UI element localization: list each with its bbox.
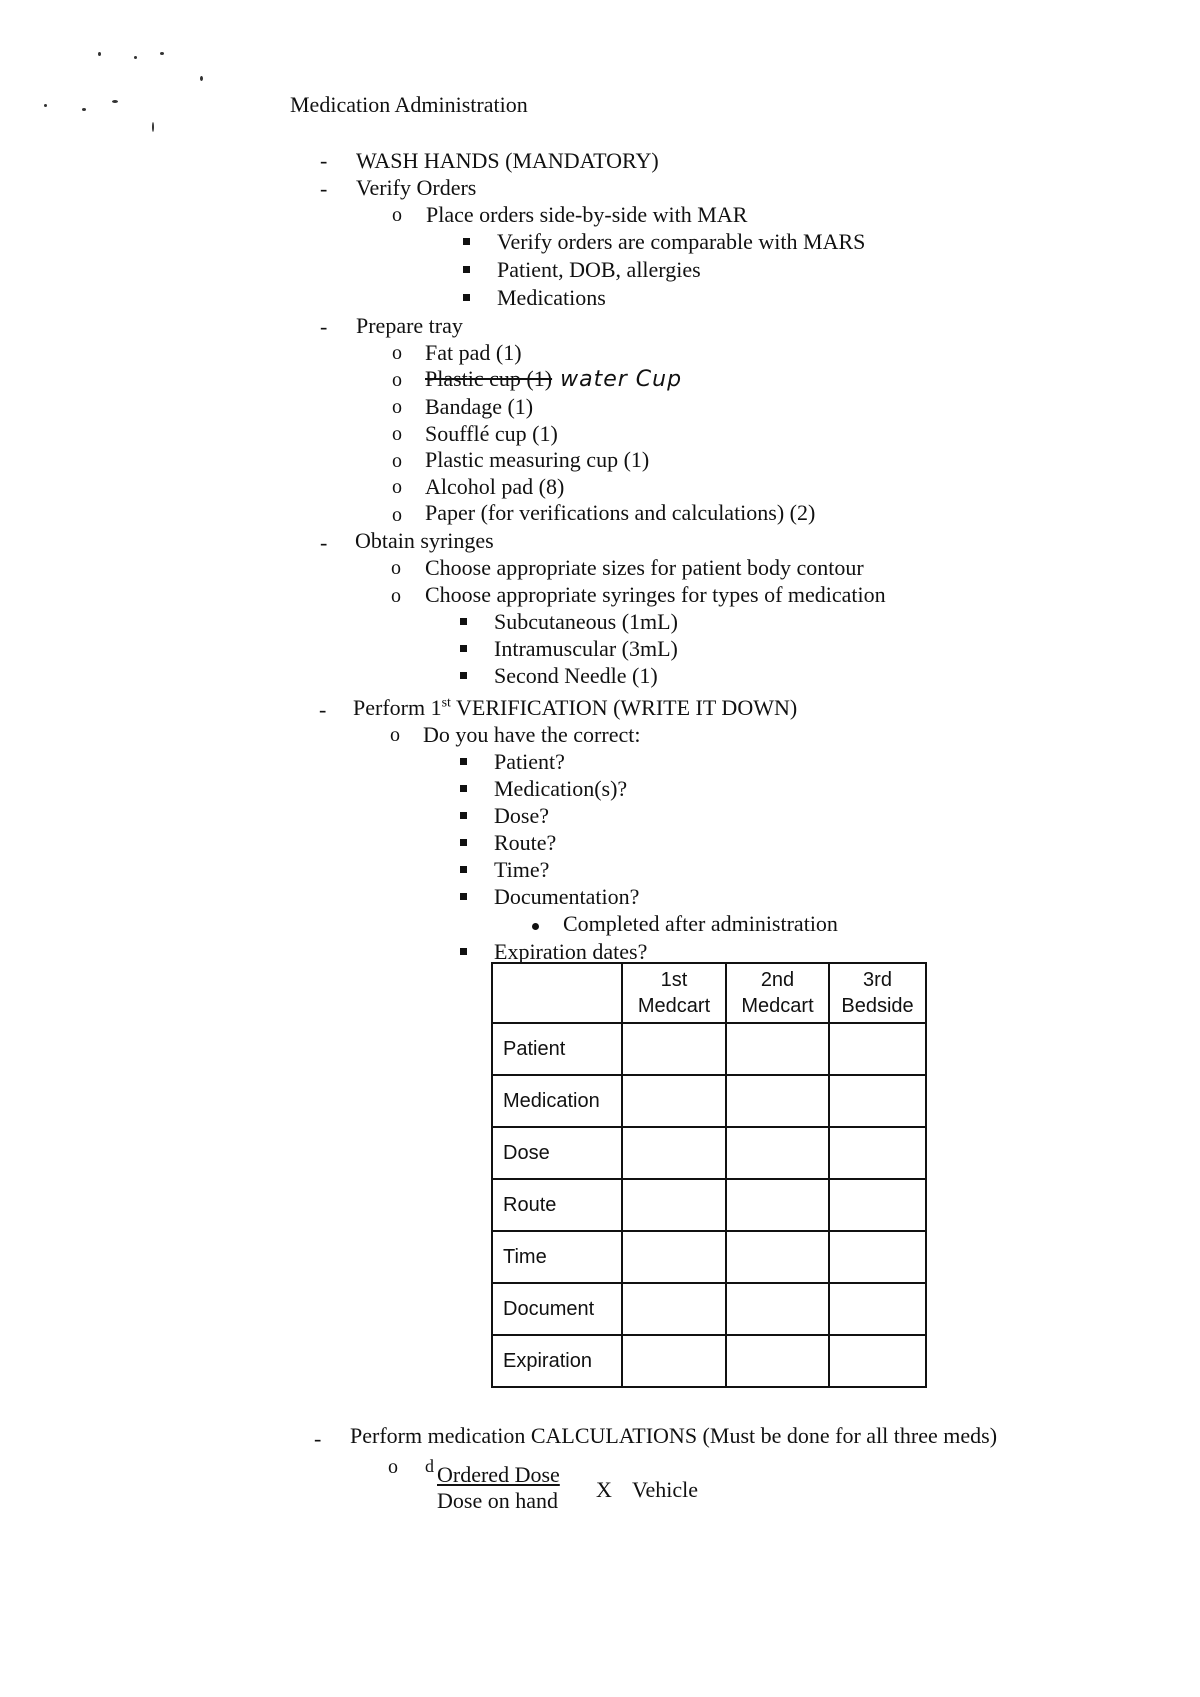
square-bullet [460,672,467,679]
square-bullet [460,839,467,846]
table-header-cell [726,963,829,1023]
check-cell[interactable] [829,1283,926,1335]
verification-item: Patient? [494,749,565,774]
circle-bullet: o [392,423,402,445]
circle-bullet: o [392,504,402,526]
syringe-item: Subcutaneous (1mL) [494,609,678,634]
row-label: Patient [492,1023,622,1075]
square-bullet [460,645,467,652]
header-line: Medcart [637,995,711,1017]
check-cell[interactable] [829,1127,926,1179]
table-row [492,1023,926,1075]
verification-question: Do you have the correct: [423,722,641,747]
square-bullet [460,893,467,900]
dash-marker: - [320,176,328,201]
verification-table [491,962,927,1388]
verification-item: Medication(s)? [494,776,628,801]
circle-bullet: o [392,342,402,364]
document-title: Medication Administration [290,92,528,117]
syringe-sub: Choose appropriate syringes for types of medication [425,582,886,607]
round-bullet [532,923,539,930]
handwritten-correction: water Cup [560,367,683,392]
formula-multiply: X [596,1477,612,1502]
circle-bullet: o [392,369,402,391]
check-cell[interactable] [622,1023,726,1075]
verification-item-expiration: Expiration dates? [494,939,648,964]
check-cell[interactable] [726,1335,829,1387]
formula-numerator: Ordered Dose [437,1462,560,1487]
dash-marker: - [320,530,328,555]
table-row [492,1075,926,1127]
verify-orders-item: Verify orders are comparable with MARS [497,229,866,254]
step-calculations: Perform medication CALCULATIONS (Must be done for all three meds) [350,1423,998,1448]
scan-speck [82,108,86,111]
verify-orders-item: Patient, DOB, allergies [497,257,701,282]
square-bullet [460,758,467,765]
scan-speck [160,52,164,55]
circle-bullet: o [392,204,402,226]
ordinal-suffix: st [441,695,451,711]
documentation-sub: Completed after administration [563,911,838,936]
check-cell[interactable] [829,1335,926,1387]
verification-item: Time? [494,857,550,882]
check-cell[interactable] [829,1179,926,1231]
verification-label: Perform 1 [353,695,442,720]
verification-label: VERIFICATION (WRITE IT DOWN) [450,695,798,720]
circle-bullet: o [390,724,400,746]
step-prepare-tray: Prepare tray [356,313,463,338]
dash-marker: - [314,1426,322,1451]
row-label: Route [492,1179,622,1231]
verify-orders-item: Medications [497,285,606,310]
table-row [492,1335,926,1387]
circle-bullet: o [392,396,402,418]
step-verify-orders: Verify Orders [356,175,477,200]
check-cell[interactable] [622,1283,726,1335]
check-cell[interactable] [622,1127,726,1179]
check-cell[interactable] [726,1283,829,1335]
header-line: Bedside [841,995,914,1017]
formula-denominator: Dose on hand [437,1488,558,1513]
syringe-sub: Choose appropriate sizes for patient body contour [425,555,864,580]
table-header-row [492,963,926,1023]
check-cell[interactable] [829,1075,926,1127]
check-cell[interactable] [622,1075,726,1127]
table-corner-cell [492,963,622,1023]
scan-speck [112,100,118,103]
circle-bullet: o [391,557,401,579]
tray-item: Soufflé cup (1) [425,421,558,446]
square-bullet [463,238,470,245]
syringe-item: Intramuscular (3mL) [494,636,678,661]
table-row [492,1283,926,1335]
header-line: 2nd [760,969,795,991]
scan-speck [134,56,137,59]
tray-item-corrected [425,366,682,392]
row-label: Dose [492,1127,622,1179]
scan-speck [152,122,154,132]
dash-marker: - [320,148,328,173]
header-line: 3rd [863,969,892,991]
header-line: 1st [660,969,688,991]
formula-vehicle: Vehicle [632,1477,698,1502]
formula-prefix: d [425,1456,434,1476]
row-label: Time [492,1231,622,1283]
table-header-cell [829,963,926,1023]
header-line: Medcart [741,995,814,1017]
tray-item: Paper (for verifications and calculations) (2) [425,500,816,525]
square-bullet [463,266,470,273]
struck-item: Plastic cup (1) [425,366,553,391]
step-wash-hands: WASH HANDS (MANDATORY) [356,148,659,173]
check-cell[interactable] [726,1179,829,1231]
scan-speck [44,104,47,107]
check-cell[interactable] [622,1335,726,1387]
verification-item: Route? [494,830,557,855]
dash-marker: - [320,314,328,339]
verify-orders-sub: Place orders side-by-side with MAR [426,202,748,227]
circle-bullet: o [388,1456,398,1478]
scan-speck [98,52,101,56]
row-label: Document [492,1283,622,1335]
verification-item: Dose? [494,803,549,828]
check-cell[interactable] [829,1231,926,1283]
check-cell[interactable] [726,1075,829,1127]
step-first-verification [353,695,797,721]
circle-bullet: o [392,450,402,472]
square-bullet [460,948,467,955]
tray-item: Fat pad (1) [425,340,522,365]
row-label: Expiration [492,1335,622,1387]
table-row [492,1231,926,1283]
check-cell[interactable] [726,1023,829,1075]
tray-item: Alcohol pad (8) [425,474,565,499]
square-bullet [460,812,467,819]
check-cell[interactable] [726,1231,829,1283]
square-bullet [460,618,467,625]
circle-bullet: o [391,585,401,607]
check-cell[interactable] [726,1127,829,1179]
square-bullet [460,866,467,873]
scan-speck [200,76,203,81]
step-obtain-syringes: Obtain syringes [355,528,494,553]
tray-item: Bandage (1) [425,394,534,419]
circle-bullet: o [392,476,402,498]
row-label: Medication [492,1075,622,1127]
check-cell[interactable] [622,1179,726,1231]
check-cell[interactable] [622,1231,726,1283]
verification-item: Documentation? [494,884,640,909]
table-row [492,1127,926,1179]
square-bullet [463,294,470,301]
dash-marker: - [319,697,327,722]
square-bullet [460,785,467,792]
check-cell[interactable] [829,1023,926,1075]
tray-item: Plastic measuring cup (1) [425,447,650,472]
table-header-cell [622,963,726,1023]
table-row [492,1179,926,1231]
syringe-item: Second Needle (1) [494,663,658,688]
